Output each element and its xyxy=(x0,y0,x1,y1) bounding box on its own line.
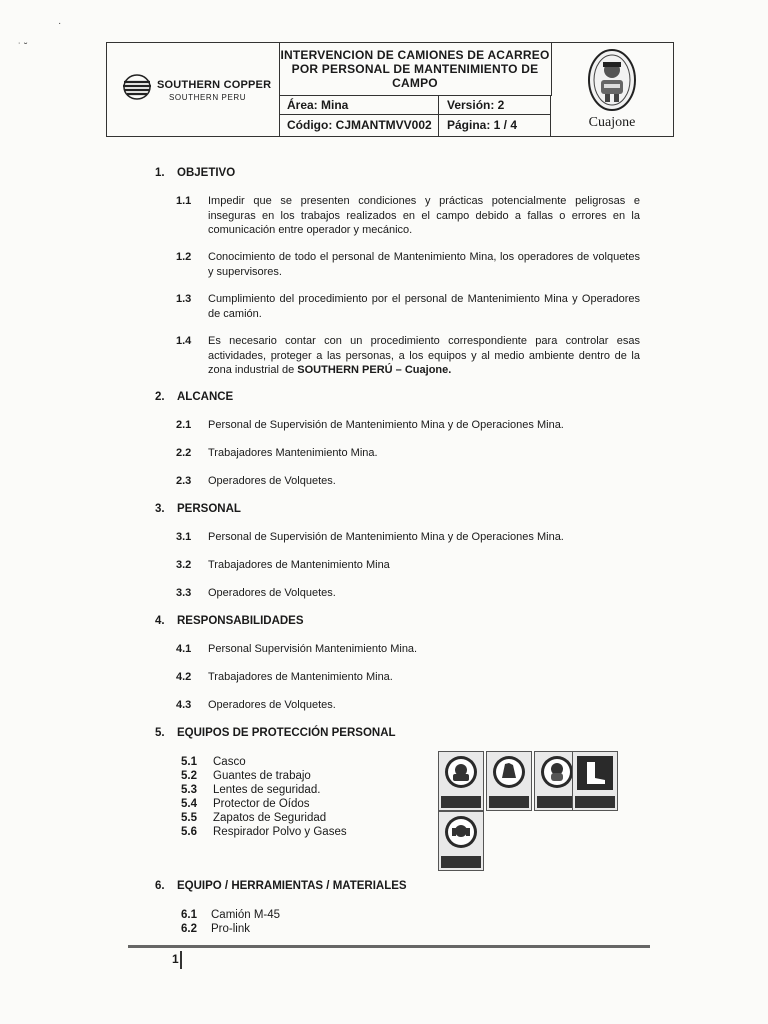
item-number: 5.6 xyxy=(181,826,197,838)
scan-speck: ˙ ˘ xyxy=(18,42,28,53)
list-item xyxy=(176,334,640,378)
item-text: Guantes de trabajo xyxy=(213,770,311,782)
face-shield-icon xyxy=(438,751,484,811)
section-heading-alcance xyxy=(155,391,233,403)
item-number: 5.4 xyxy=(181,798,197,810)
list-item xyxy=(176,530,640,545)
item-number: 6.2 xyxy=(181,923,197,935)
section-number: 4. xyxy=(155,615,165,627)
list-item xyxy=(176,250,640,279)
section-title: EQUIPOS DE PROTECCIÓN PERSONAL xyxy=(177,727,396,739)
footer-marker xyxy=(180,951,182,969)
item-number: 4.2 xyxy=(176,671,192,683)
section-title: EQUIPO / HERRAMIENTAS / MATERIALES xyxy=(177,880,407,892)
page-field: Página: 1 / 4 xyxy=(439,115,551,136)
list-item xyxy=(176,474,640,489)
item-number: 3.3 xyxy=(176,587,192,599)
item-text: Conocimiento de todo el personal de Mantenimiento Mina, los operadores de volquetes y supervisores. xyxy=(208,251,640,278)
item-number: 1.1 xyxy=(176,195,192,207)
section-title: RESPONSABILIDADES xyxy=(177,615,304,627)
scan-speck: · xyxy=(58,18,62,29)
section-title: PERSONAL xyxy=(177,503,241,515)
section-number: 5. xyxy=(155,727,165,739)
gloves-icon xyxy=(486,751,532,811)
item-number: 5.3 xyxy=(181,784,197,796)
item-text: Trabajadores de Mantenimiento Mina. xyxy=(208,671,393,683)
area-field: Área: Mina xyxy=(279,95,439,115)
item-number: 2.2 xyxy=(176,447,192,459)
item-number: 2.1 xyxy=(176,419,192,431)
document-header xyxy=(106,42,674,137)
item-text: Protector de Oídos xyxy=(213,798,310,810)
emblem-caption: Cuajone xyxy=(588,115,636,130)
item-text: Casco xyxy=(213,756,246,768)
item-number: 3.2 xyxy=(176,559,192,571)
company-name: SOUTHERN COPPER xyxy=(157,79,272,91)
page-number: 1 xyxy=(172,952,179,966)
section-heading-objetivo xyxy=(155,167,235,179)
list-item xyxy=(176,292,640,321)
item-text: Cumplimiento del procedimiento por el personal de Mantenimiento Mina y Operadores de camión. xyxy=(208,293,640,320)
item-text: Personal de Supervisión de Mantenimiento Mina y de Operaciones Mina. xyxy=(208,419,564,431)
list-item xyxy=(176,642,640,657)
section-title: OBJETIVO xyxy=(177,167,236,179)
section-number: 2. xyxy=(155,391,165,403)
item-text: Operadores de Volquetes. xyxy=(208,699,336,711)
section-title: ALCANCE xyxy=(177,391,234,403)
item-number: 4.3 xyxy=(176,699,192,711)
company-subname: SOUTHERN PERU xyxy=(169,93,247,102)
item-text: Operadores de Volquetes. xyxy=(208,587,336,599)
item-number: 1.3 xyxy=(176,293,192,305)
item-text: Impedir que se presenten condiciones y prácticas potencialmente peligrosas e inseguras en los trabajos realizados en el campo debido a fallas o errores en la comunicación entre operador y mecánico. xyxy=(208,195,640,236)
section-number: 3. xyxy=(155,503,165,515)
code-field: Código: CJMANTMVV002 xyxy=(279,115,439,136)
item-number: 5.2 xyxy=(181,770,197,782)
item-number: 1.2 xyxy=(176,251,192,263)
section-heading-responsabilidades xyxy=(155,615,304,627)
section-heading-equipo xyxy=(155,880,407,892)
item-text: Personal Supervisión Mantenimiento Mina. xyxy=(208,643,418,655)
item-number: 6.1 xyxy=(181,909,197,921)
list-item xyxy=(176,558,640,573)
item-text: Lentes de seguridad. xyxy=(213,784,321,796)
list-item xyxy=(176,418,640,433)
section-heading-epp xyxy=(155,727,396,739)
item-text: Respirador Polvo y Gases xyxy=(213,826,347,838)
item-text: Personal de Supervisión de Mantenimiento Mina y de Operaciones Mina. xyxy=(208,531,564,543)
document-title: INTERVENCION DE CAMIONES DE ACARREO POR PERSONAL DE MANTENIMIENTO DE CAMPO xyxy=(279,43,552,96)
list-item xyxy=(176,698,640,713)
item-text: Operadores de Volquetes. xyxy=(208,475,336,487)
footer-divider xyxy=(128,945,650,948)
item-text-regular: Es necesario contar con un procedimiento correspondiente para controlar esas actividades, proteger a las personas, a los equipos y al medio ambiente dentro de la zona industrial de xyxy=(208,335,640,376)
southern-copper-logo-icon xyxy=(121,73,153,101)
emblem-cell xyxy=(551,43,673,136)
item-number: 2.3 xyxy=(176,475,192,487)
item-text xyxy=(208,334,640,378)
list-item xyxy=(176,194,640,238)
list-item xyxy=(176,670,640,685)
item-number: 5.1 xyxy=(181,756,197,768)
item-text: Trabajadores de Mantenimiento Mina xyxy=(208,559,390,571)
version-field: Versión: 2 xyxy=(439,95,551,115)
section-heading-personal xyxy=(155,503,241,515)
boots-icon xyxy=(572,751,618,811)
section-number: 6. xyxy=(155,880,165,892)
cuajone-emblem-icon xyxy=(587,48,637,112)
item-text: Trabajadores Mantenimiento Mina. xyxy=(208,447,378,459)
item-text: Zapatos de Seguridad xyxy=(213,812,327,824)
logo-cell xyxy=(107,43,280,136)
item-text: Camión M-45 xyxy=(211,909,281,921)
company-highlight: SOUTHERN PERÚ – Cuajone. xyxy=(297,364,452,376)
item-number: 1.4 xyxy=(176,335,192,347)
section-number: 1. xyxy=(155,167,165,179)
ear-protection-icon xyxy=(438,811,484,871)
list-item xyxy=(176,446,640,461)
list-item xyxy=(176,586,640,601)
item-number: 5.5 xyxy=(181,812,197,824)
item-text: Pro-link xyxy=(211,923,250,935)
item-number: 3.1 xyxy=(176,531,192,543)
item-number: 4.1 xyxy=(176,643,192,655)
